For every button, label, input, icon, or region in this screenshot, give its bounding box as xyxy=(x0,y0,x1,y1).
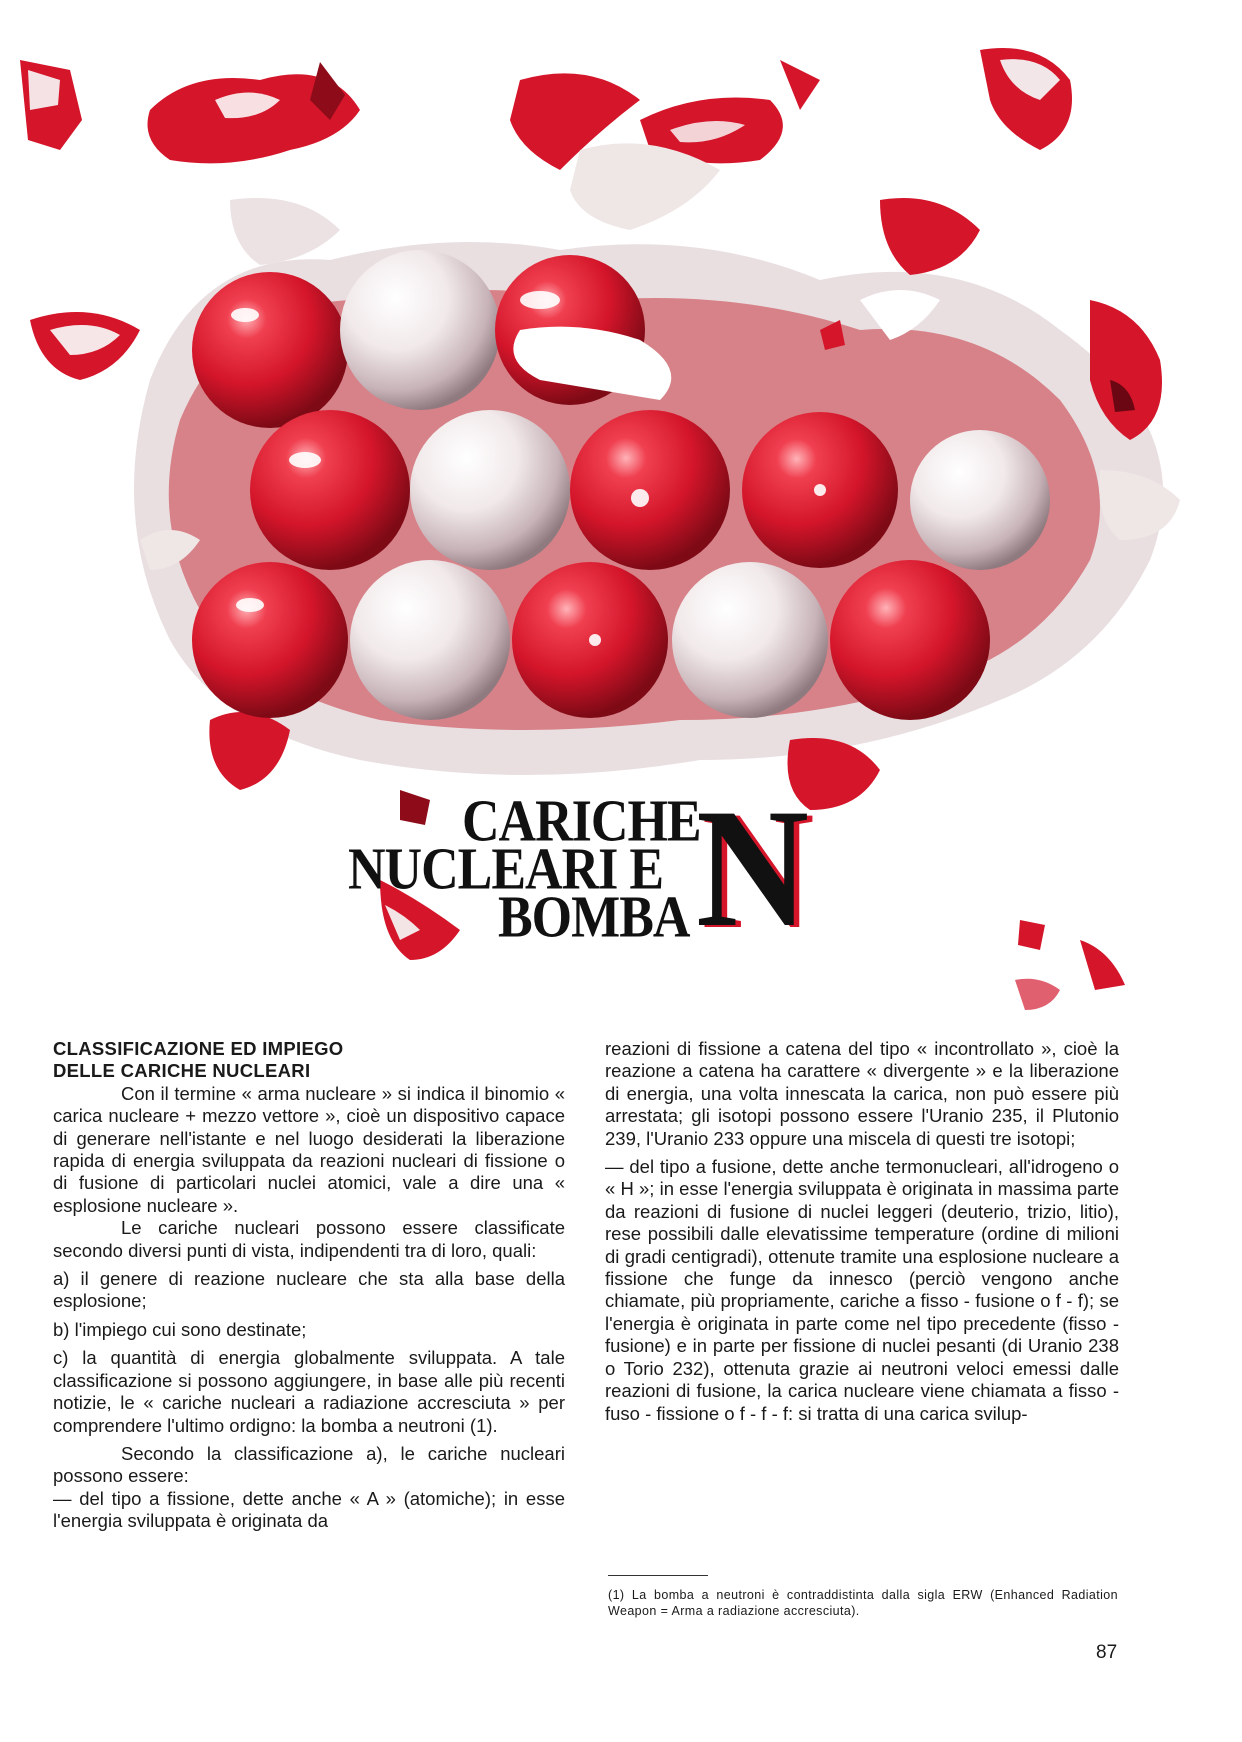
list-item: a) il genere di reazione nucleare che sta alla base della esplosione; xyxy=(53,1268,565,1312)
sphere-red xyxy=(192,272,348,428)
sphere-white xyxy=(340,250,500,410)
list-item: b) l'impiego cui sono destinate; xyxy=(53,1318,307,1340)
sphere-white xyxy=(672,562,828,718)
title-line-2: NUCLEARI E xyxy=(348,836,664,903)
list-item: — del tipo a fissione, dette anche « A » (atomiche); in esse l'energia sviluppata è originata da xyxy=(53,1487,565,1532)
footnote-divider xyxy=(608,1575,708,1576)
list-item: c) la quantità di energia globalmente sviluppata. A tale classificazione si possono aggiungere, in base alle più recenti notizie, le « cariche nucleari a radiazione accresciuta » per comprendere l'ultimo ordigno: la bomba a neutroni (1). xyxy=(53,1347,565,1436)
sphere-white xyxy=(350,560,510,720)
article-column-right xyxy=(605,1038,1119,1425)
sphere-white xyxy=(410,410,570,570)
article-title xyxy=(340,774,820,962)
paragraph: Le cariche nucleari possono essere classificate secondo diversi punti di vista, indipendenti tra di loro, quali: xyxy=(53,1217,565,1261)
section-heading-line-1: CLASSIFICAZIONE ED IMPIEGO xyxy=(53,1038,344,1059)
title-big-letter: N xyxy=(696,774,809,962)
title-line-1: CARICHE xyxy=(462,788,701,855)
list-item: — del tipo a fusione, dette anche termonucleari, all'idrogeno o « H »; in esse l'energia sviluppata è originata in massima parte da reazioni di fusione di nuclei leggeri (deuterio, trizio, litio), rese possibili dalle elevatissime temperature (ordine di milioni di gradi centigradi), ottenute tramite una esplosione nucleare a fissione che funge da innesco (perciò vengono anche chiamate, più propriamente, cariche a fisso - fusione o f - f); se l'energia è originata in parte come nel tipo precedente (fisso - fusione) e in parte per fissione di nuclei pesanti (di Uranio 238 o Torio 232), ottenuta grazie ai neutroni veloci emessi dalle reazioni di fusione, la carica nucleare viene chiamata a fisso - fuso - fissione o f - f - f: si tratta di una carica svilup- xyxy=(605,1156,1119,1424)
page-number: 87 xyxy=(1096,1642,1118,1663)
paragraph: Secondo la classificazione a), le cariche nucleari possono essere: xyxy=(53,1442,565,1487)
sphere-red xyxy=(830,560,990,720)
sphere-red xyxy=(192,562,348,718)
article-column-left xyxy=(53,1038,565,1533)
sphere-white xyxy=(910,430,1050,570)
footnote: (1) La bomba a neutroni è contraddistinta dalla sigla ERW (Enhanced Radiation Weapon = Arma a radiazione accresciuta). xyxy=(608,1588,1118,1618)
section-heading-line-2: DELLE CARICHE NUCLEARI xyxy=(53,1060,311,1082)
paragraph: Con il termine « arma nucleare » si indica il binomio « carica nucleare + mezzo vettore », cioè un dispositivo capace di generare nell'istante e nel luogo desiderati la liberazione rapida di energia sviluppata da reazioni nucleari di fissione o di fusione di particolari nuclei atomici, vale a dire una « esplosione nucleare ». xyxy=(53,1082,565,1216)
paragraph: reazioni di fissione a catena del tipo « incontrollato », cioè la reazione a catena ha carattere « divergente » e la liberazione di energia, una volta innescata la carica, non può essere più arrestata; gli isotopi possono essere l'Uranio 235, il Plutonio 239, l'Uranio 233 oppure una miscela di questi tre isotopi; xyxy=(605,1038,1119,1149)
sphere-red xyxy=(250,410,410,570)
title-line-3: BOMBA xyxy=(498,884,690,951)
sphere-red xyxy=(570,410,730,570)
